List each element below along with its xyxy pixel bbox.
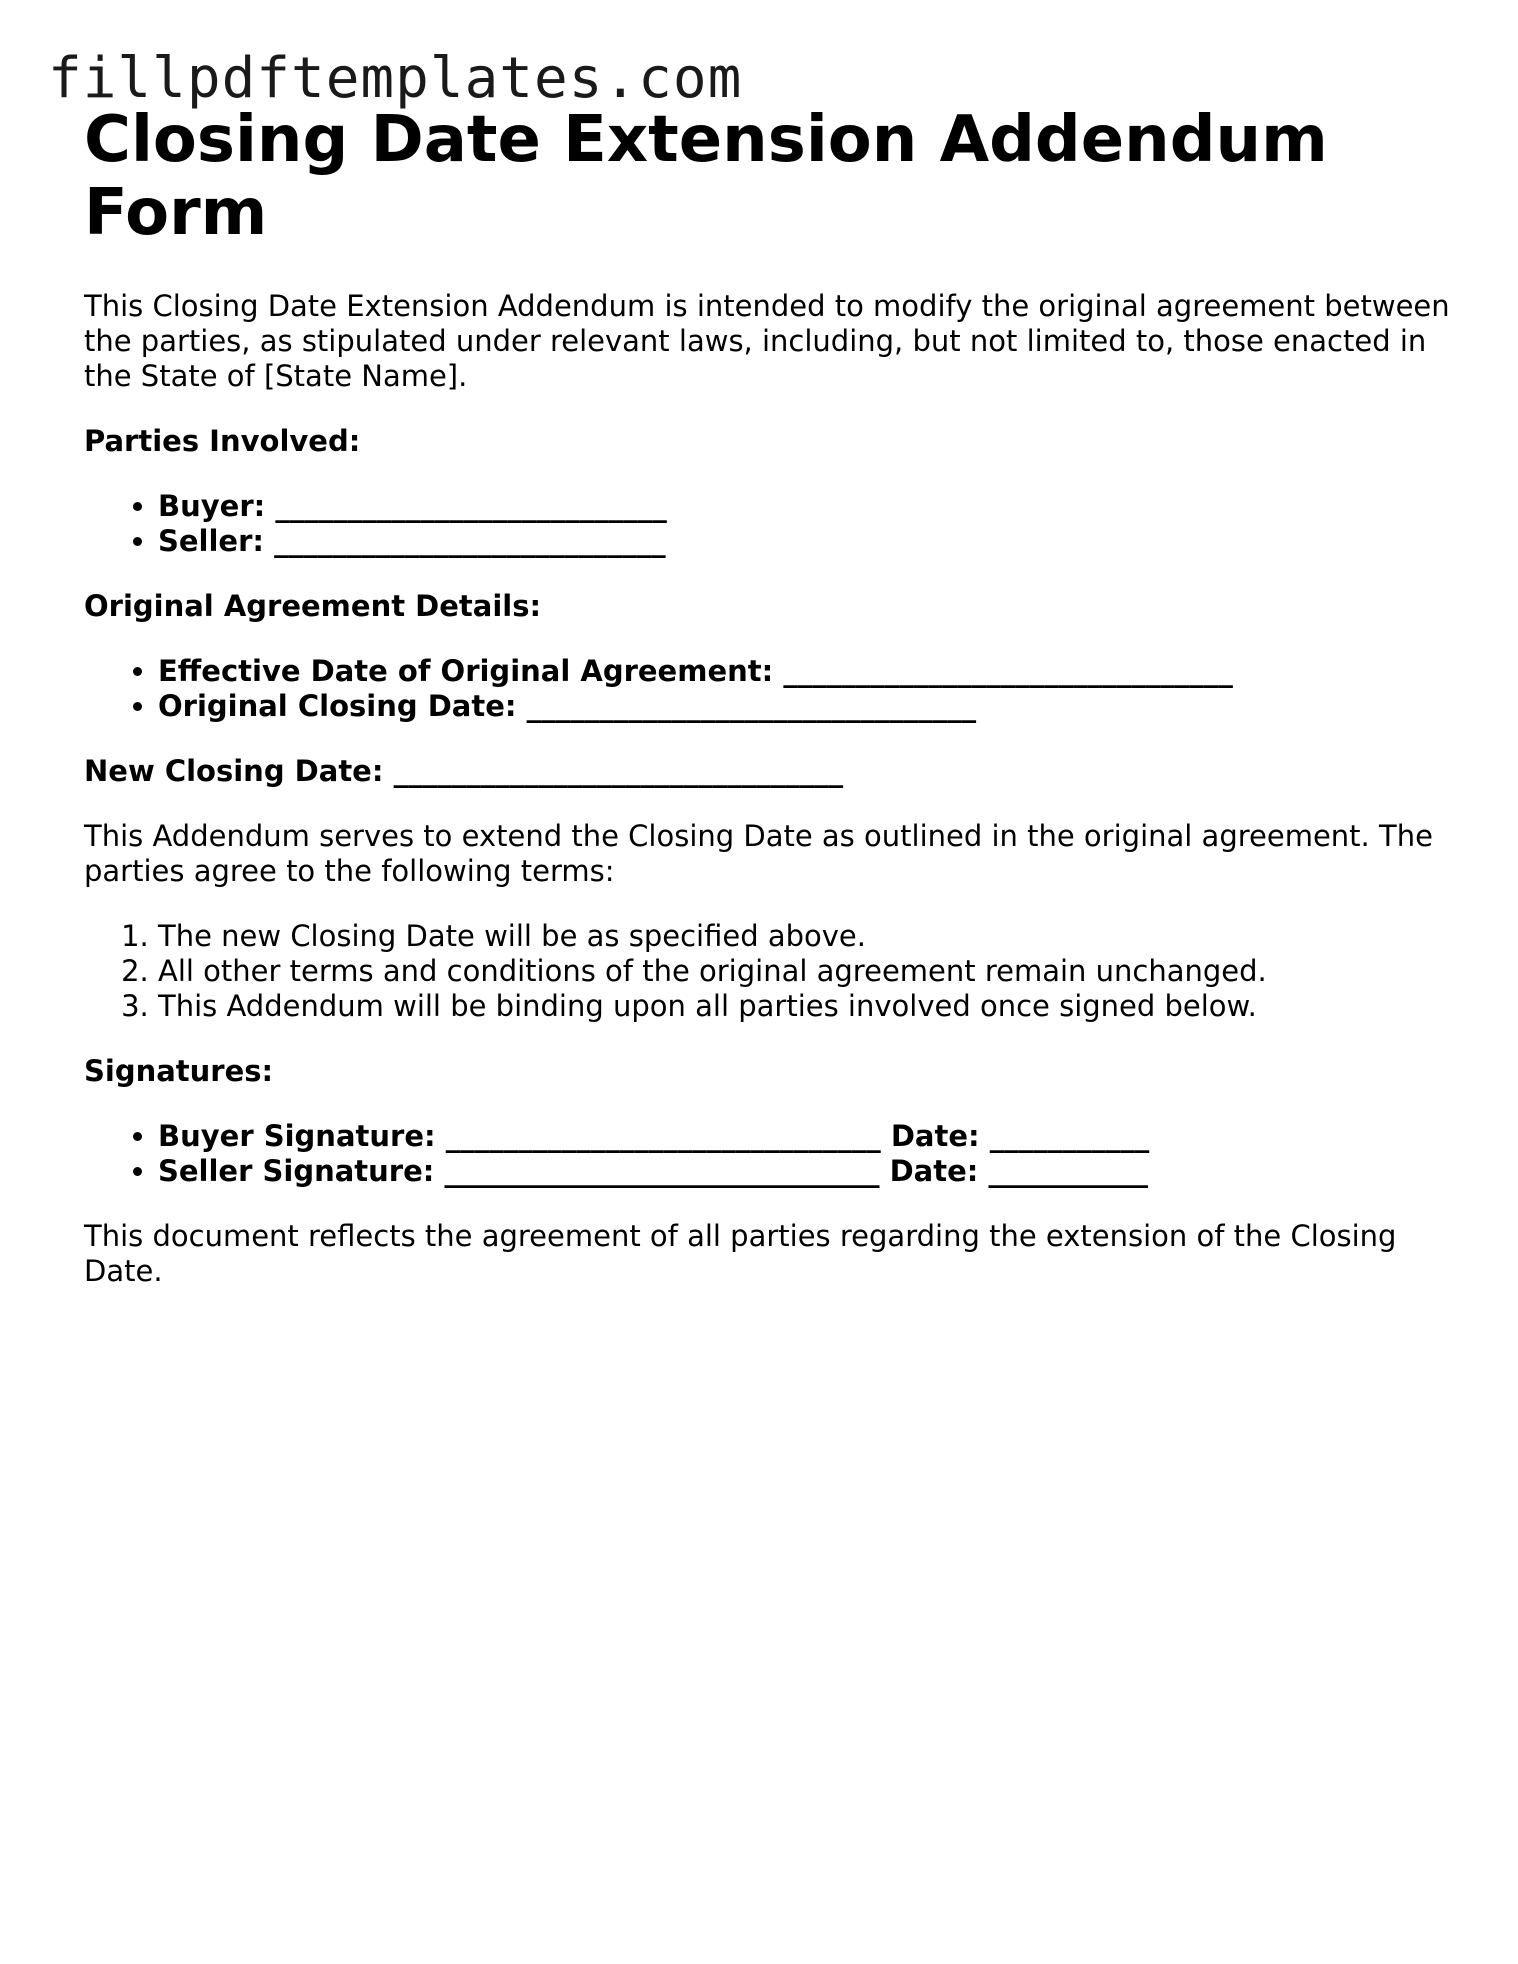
signatures-heading: Signatures: [84,1054,274,1088]
buyer-date-blank: ___________ [989,1119,1150,1153]
original-closing-date-item [158,689,1464,724]
seller-label: Seller: [158,524,265,558]
original-closing-date-blank: _______________________________ [526,689,977,723]
buyer-signature-blank: ______________________________ [445,1119,881,1153]
term-item: 1. The new Closing Date will be as specified above. [158,919,1464,954]
seller-date-label: Date: [889,1154,979,1188]
parties-list [84,489,1464,559]
buyer-signature-item [158,1119,1464,1154]
effective-date-label: Effective Date of Original Agreement: [158,654,774,688]
buyer-signature-label: Buyer Signature: [158,1119,436,1153]
watermark: fillpdftemplates.com [48,46,743,111]
seller-date-blank: ___________ [988,1154,1148,1188]
new-closing-date-blank: _______________________________ [393,754,844,788]
seller-blank: ___________________________ [274,524,666,558]
term-item: 3. This Addendum will be binding upon all parties involved once signed below. [158,989,1464,1024]
effective-date-item [158,654,1464,689]
parties-heading: Parties Involved: [84,424,361,458]
buyer-date-label: Date: [890,1119,980,1153]
document-body [84,104,1464,1289]
new-closing-date-label: New Closing Date: [84,754,384,788]
term-item: 2. All other terms and conditions of the original agreement remain unchanged. [158,954,1464,989]
buyer-blank: ___________________________ [275,489,667,523]
original-closing-date-label: Original Closing Date: [158,689,517,723]
seller-signature-item [158,1154,1464,1189]
terms-list [84,919,1464,1024]
original-agreement-list [84,654,1464,724]
buyer-item [158,489,1464,524]
new-closing-date-line [84,754,1464,789]
seller-signature-blank: ______________________________ [444,1154,880,1188]
signatures-list [84,1119,1464,1189]
page-title: Closing Date Extension Addendum Form [84,103,1328,250]
effective-date-blank: _______________________________ [783,654,1233,688]
original-agreement-heading: Original Agreement Details: [84,589,542,623]
intro-paragraph: This Closing Date Extension Addendum is intended to modify the original agreement between the parties, as stipulated under relevant laws, including, but not limited to, those enacted in the State of [State Name]. [84,289,1450,393]
terms-intro-paragraph: This Addendum serves to extend the Closing Date as outlined in the original agreement. The parties agree to the following terms: [84,819,1433,888]
seller-signature-label: Seller Signature: [158,1154,435,1188]
closing-statement: This document reflects the agreement of all parties regarding the extension of the Closing Date. [84,1219,1397,1288]
seller-item [158,524,1464,559]
buyer-label: Buyer: [158,489,266,523]
